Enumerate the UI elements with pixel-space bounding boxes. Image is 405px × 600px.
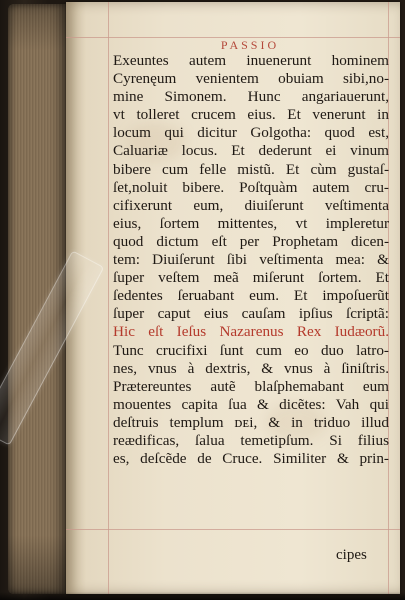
text-line: deſtruis templum ᴅᴇi, & in triduo illud <box>113 413 389 431</box>
text-block <box>113 52 389 468</box>
text-line: ſuper veſtem meã miſerunt ſortem. Et <box>113 269 389 287</box>
text-line: es, deſcẽde de Cruce. Similiter & prin- <box>113 450 389 468</box>
text-line: ſet,noluit bibere. Poſtquàm autem cru- <box>113 178 389 196</box>
catchword: cipes <box>336 547 367 563</box>
bottom-shadow <box>0 592 405 600</box>
text-line: Tunc crucifixi ſunt cum eo duo latro- <box>113 341 389 359</box>
text-line: ſedentes ſeruabant eum. Et impoſuerũt <box>113 287 389 305</box>
book-page <box>66 2 400 594</box>
text-line: eius, ſortem mittentes, vt impleretur <box>113 214 389 232</box>
text-line: bibere cum felle mistũ. Et cùm gustaſ- <box>113 160 389 178</box>
rubricated-line: Hic eſt Ieſus Nazarenus Rex Iudæorũ. <box>113 323 389 341</box>
text-line: mouentes capita ſua & dicẽtes: Vah qui <box>113 395 389 413</box>
text-line: Caluariæ locus. Et dederunt ei vinum <box>113 142 389 160</box>
text-line: quod dictum eſt per Prophetam dicen- <box>113 232 389 250</box>
running-head: PASSIO <box>220 38 280 52</box>
text-line: nes, vnus à dextris, & vnus à ſiniſtris. <box>113 359 389 377</box>
ruled-margin-left <box>108 2 109 594</box>
text-line: Prætereuntes autẽ blaſphemabant eum <box>113 377 389 395</box>
text-line: reædificas, ſalua temetipſum. Si filius <box>113 431 389 449</box>
text-line: mine Simonem. Hunc angariauerunt, <box>113 88 389 106</box>
text-line: Cyrenęum venientem obuiam sibi,no- <box>113 70 389 88</box>
text-line: locum qui dicitur Golgotha: quod est, <box>113 124 389 142</box>
text-line: tem: Diuiſerunt ſibi veſtimenta mea: & <box>113 251 389 269</box>
text-line: ſuper caput eius cauſam ipſius ſcriptã: <box>113 305 389 323</box>
ruled-margin-bottom <box>66 529 400 530</box>
text-line: Exeuntes autem inuenerunt hominem <box>113 52 389 69</box>
text-line: cifixerunt eum, diuiſerunt veſtimenta <box>113 196 389 214</box>
text-line: vt tolleret crucem eius. Et venerunt in <box>113 106 389 124</box>
